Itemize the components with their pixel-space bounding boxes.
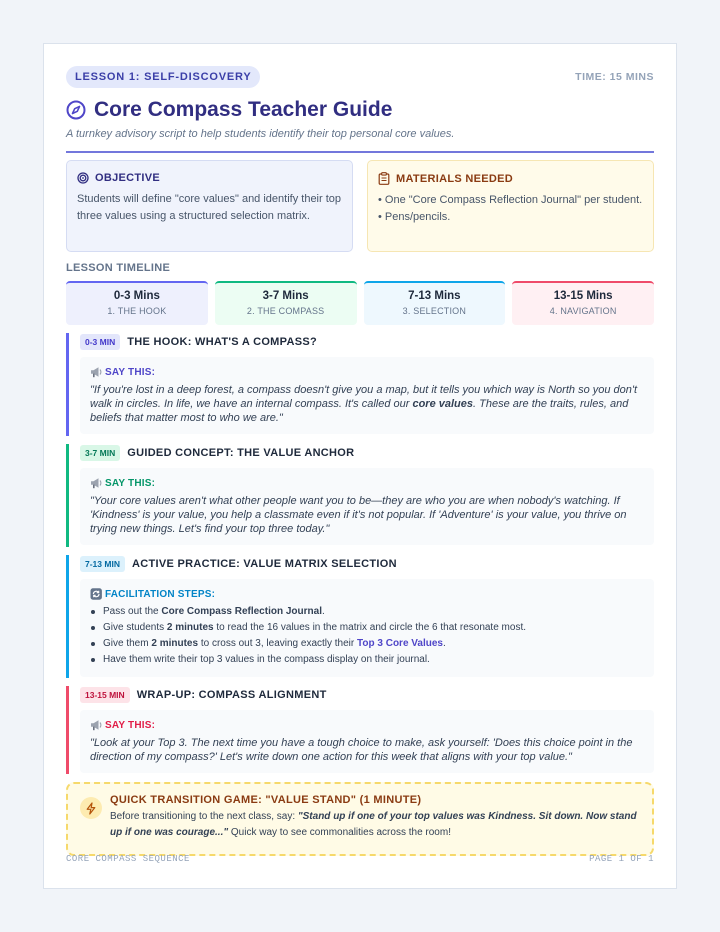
box-label — [90, 366, 645, 378]
header-row — [66, 66, 654, 88]
timeline-step-label: 2. THE COMPASS — [246, 306, 325, 316]
info-cards — [66, 160, 654, 252]
section-header — [80, 555, 654, 573]
guide-page — [43, 43, 677, 889]
section-hook — [66, 333, 654, 436]
page-footer — [66, 854, 654, 864]
header-divider — [66, 151, 654, 153]
section-navigation — [66, 686, 654, 774]
game-body — [110, 809, 640, 841]
list-item — [90, 604, 645, 620]
section-accent-bar — [66, 555, 69, 678]
timeline-mins: 13-15 Mins — [553, 290, 613, 302]
section-header — [80, 686, 654, 704]
timeline-step-label: 4. NAVIGATION — [549, 306, 617, 316]
facilitation-steps — [90, 604, 645, 668]
script-quote — [90, 383, 645, 425]
list-item — [90, 652, 645, 668]
timeline-step-selection — [364, 281, 506, 325]
megaphone-icon — [90, 477, 103, 489]
lesson-timeline — [66, 281, 654, 325]
step-text: Have them write their top 3 values in the compass display on their journal. — [103, 654, 430, 665]
box-label-text: SAY THIS: — [105, 477, 156, 489]
lightning-icon — [80, 797, 102, 819]
refresh-icon — [90, 588, 103, 600]
objective-heading — [77, 172, 342, 184]
box-label — [90, 719, 645, 731]
section-accent-bar — [66, 333, 69, 436]
megaphone-icon — [90, 366, 103, 378]
section-selection — [66, 555, 654, 678]
game-text: Before transitioning to the next class, say: — [110, 811, 298, 822]
page-number: PAGE 1 OF 1 — [589, 854, 654, 864]
steps-box — [80, 579, 654, 677]
title-row — [66, 96, 654, 124]
box-label — [90, 588, 645, 600]
step-emphasis: Core Compass Reflection Journal — [161, 606, 322, 617]
section-header — [80, 333, 654, 351]
materials-card — [367, 160, 654, 252]
step-text: Give them — [103, 638, 152, 649]
quote-text: "If you're lost in a deep forest, a compass doesn't give you a map, but it tells you which way is North so you don't walk in circles. In life, we have an internal compass. It's called our — [90, 384, 638, 410]
step-emphasis: 2 minutes — [151, 638, 199, 649]
objective-text: Students will define "core values" and identify their top three values using a structured selection matrix. — [77, 193, 342, 222]
section-accent-bar — [66, 686, 69, 774]
box-label-text: SAY THIS: — [105, 719, 156, 731]
section-title: WRAP-UP: COMPASS ALIGNMENT — [136, 689, 327, 701]
lesson-time: TIME: 15 MINS — [575, 71, 654, 83]
section-header — [80, 444, 654, 462]
materials-heading — [378, 172, 643, 185]
section-title: THE HOOK: WHAT'S A COMPASS? — [127, 336, 317, 348]
clipboard-icon — [378, 172, 390, 185]
step-emphasis: 2 minutes — [166, 622, 214, 633]
materials-item: • One "Core Compass Reflection Journal" per student. — [378, 194, 643, 206]
game-text: Quick way to see commonalities across the room! — [228, 827, 451, 838]
step-text: . — [442, 638, 446, 649]
script-quote: "Your core values aren't what other people want you to be—they are who you are when nobody's watching. If 'Kindness' is your value, you help a classmate even if it's not popular. If 'Adventure' is your value, you thrive on trying new things. Let's find your top three today." — [90, 495, 627, 535]
time-badge: 13-15 MIN — [80, 687, 130, 703]
script-box — [80, 710, 654, 773]
quote-text: . These are the traits, rules, and beliefs that matter most to who we are." — [90, 398, 629, 424]
quote-emphasis: core values — [412, 398, 474, 410]
section-title: GUIDED CONCEPT: THE VALUE ANCHOR — [127, 447, 355, 459]
game-content — [110, 794, 640, 844]
box-label-text: FACILITATION STEPS: — [105, 588, 216, 600]
step-text: Give students — [103, 622, 167, 633]
timeline-mins: 0-3 Mins — [113, 290, 160, 302]
timeline-step-label: 1. THE HOOK — [107, 306, 167, 316]
compass-icon — [66, 100, 86, 120]
step-text: to cross out 3, leaving exactly their — [198, 638, 358, 649]
footer-left: CORE COMPASS SEQUENCE — [66, 854, 190, 864]
game-title: QUICK TRANSITION GAME: "VALUE STAND" (1 MINUTE) — [110, 794, 422, 806]
script-box — [80, 357, 654, 434]
transition-game-callout — [66, 782, 654, 856]
materials-list — [378, 192, 643, 226]
materials-item: • Pens/pencils. — [378, 211, 451, 223]
step-text: to read the 16 values in the matrix and circle the 6 that resonate most. — [213, 622, 527, 633]
timeline-label: LESSON TIMELINE — [66, 262, 171, 274]
game-quote: "Stand up if one of your top values was Kindness. Sit down. Now stand up if one was courage..." — [110, 811, 637, 838]
target-icon — [77, 172, 89, 184]
objective-card — [66, 160, 353, 252]
timeline-step-hook — [66, 281, 208, 325]
timeline-mins: 7-13 Mins — [408, 290, 461, 302]
time-badge: 0-3 MIN — [80, 334, 120, 350]
time-badge: 7-13 MIN — [80, 556, 125, 572]
section-compass — [66, 444, 654, 547]
time-badge: 3-7 MIN — [80, 445, 120, 461]
lesson-badge: LESSON 1: SELF-DISCOVERY — [66, 66, 260, 88]
step-highlight: Top 3 Core Values — [357, 638, 443, 649]
step-text: Pass out the — [103, 606, 162, 617]
section-title: ACTIVE PRACTICE: VALUE MATRIX SELECTION — [131, 558, 397, 570]
list-item — [90, 620, 645, 636]
page-title: Core Compass Teacher Guide — [94, 98, 393, 121]
box-label — [90, 477, 645, 489]
page-subtitle: A turnkey advisory script to help students identify their top personal core values. — [66, 128, 455, 140]
timeline-step-compass — [215, 281, 357, 325]
timeline-step-label: 3. SELECTION — [402, 306, 467, 316]
script-box — [80, 468, 654, 545]
step-text: . — [321, 606, 325, 617]
section-accent-bar — [66, 444, 69, 547]
timeline-mins: 3-7 Mins — [262, 290, 309, 302]
megaphone-icon — [90, 719, 103, 731]
script-quote: "Look at your Top 3. The next time you have a tough choice to make, ask yourself: 'Does this choice point in the direction of my compass?' Let's write down one action for this week that aligns with your top value." — [90, 737, 633, 763]
timeline-step-navigation — [512, 281, 654, 325]
box-label-text: SAY THIS: — [105, 366, 156, 378]
materials-heading-text: MATERIALS NEEDED — [396, 172, 514, 185]
list-item — [90, 636, 645, 652]
objective-heading-text: OBJECTIVE — [95, 172, 161, 184]
